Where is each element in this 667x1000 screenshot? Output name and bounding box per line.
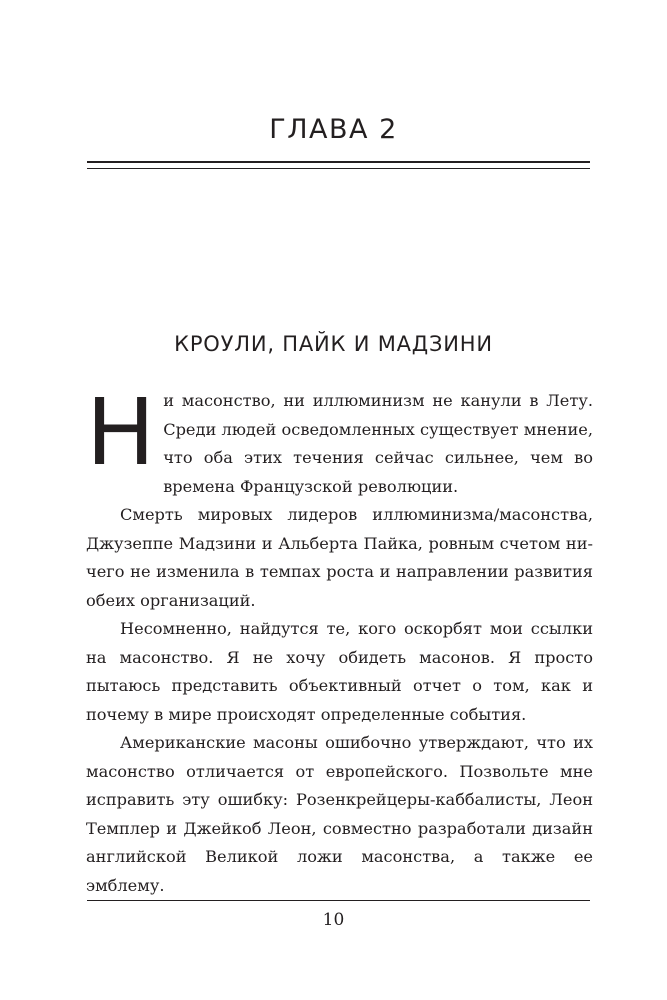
- footer-rule: [87, 900, 590, 901]
- paragraph: Смерть мировых лидеров иллюминизма/масонства, Джузеппе Мадзини и Альберта Пайка, ровным счетом ничего не изменила в темпах роста и направлении развития обеих организаций.: [86, 505, 593, 610]
- body-text: [86, 379, 593, 900]
- paragraph-text: и масонство, ни иллюминизм не канули в Лету. Среди людей осведомленных существует мнение, что оба этих течения сейчас сильнее, чем во времена Французской революции.: [163, 391, 593, 496]
- paragraph: [86, 379, 593, 501]
- header-rule-thick: [87, 161, 590, 163]
- paragraph: Несомненно, найдутся те, кого оскорбят мои ссылки на масонство. Я не хочу обидеть масонов. Я просто пытаюсь представить объективный отчет о том, как и почему в мире происходят определенные события.: [86, 619, 593, 724]
- drop-cap: Н: [86, 379, 156, 486]
- page-number: 10: [322, 910, 345, 930]
- chapter-label: ГЛАВА 2: [269, 114, 398, 145]
- paragraph: Американские масоны ошибочно утверждают, что их масонство отличается от европейского. Позвольте мне исправить эту ошибку: Розенкрейцеры-каббалисты, Леон Темплер и Джейкоб Леон, совместно разработали дизайн английской Великой ложи масонства, а также ее эмблему.: [86, 733, 593, 895]
- header-rule-thin: [87, 168, 590, 169]
- chapter-title: КРОУЛИ, ПАЙК И МАДЗИНИ: [174, 332, 493, 356]
